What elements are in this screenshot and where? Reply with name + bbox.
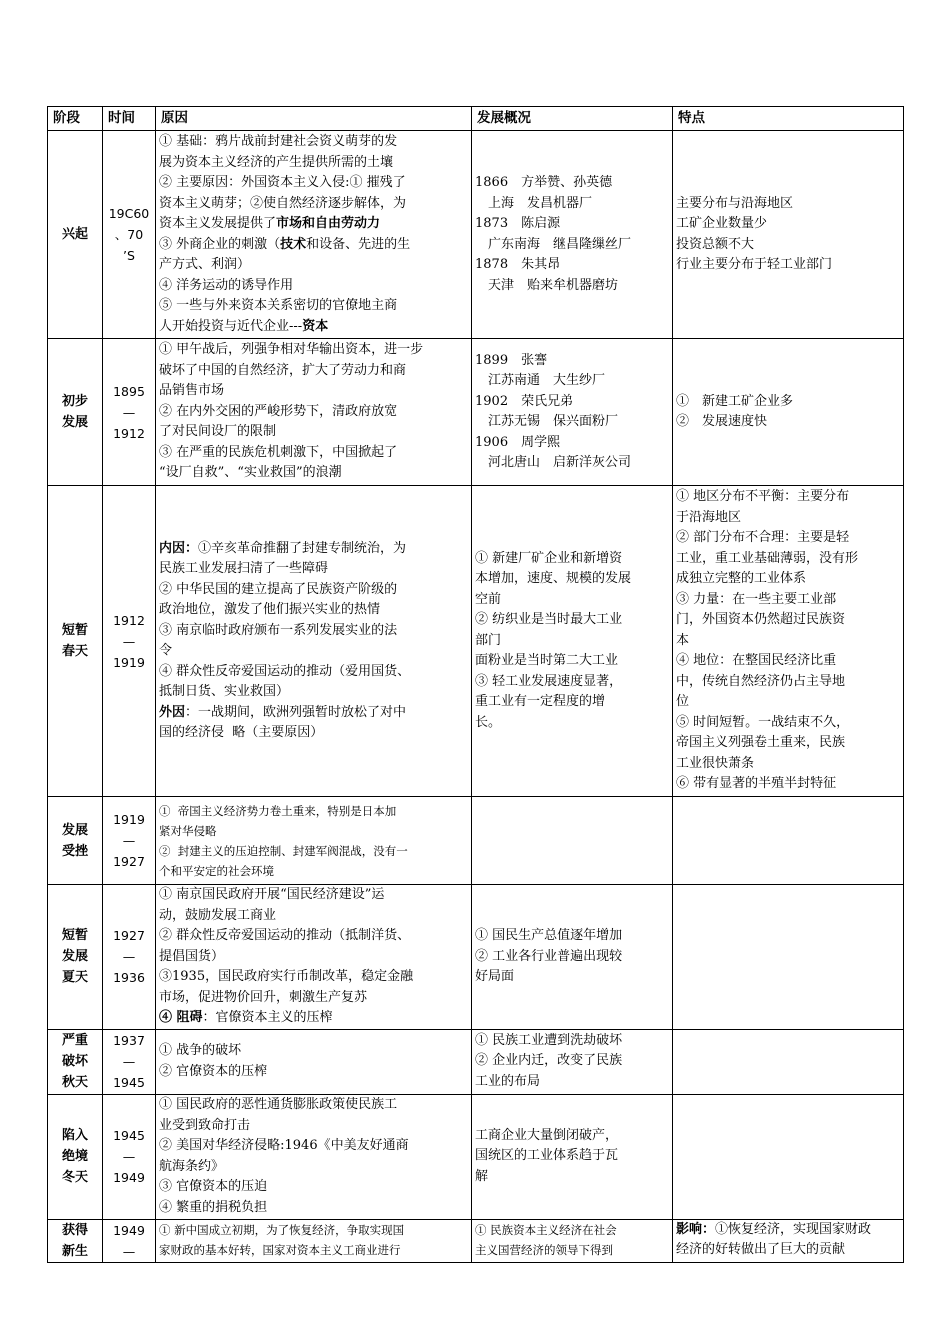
stage-cell: 发展 受挫 [48,797,103,885]
reasons-cell: 内因：①辛亥革命推翻了封建专制统治，为 民族工业发展扫清了一些障碍 ② 中华民国的建立提高了民族资产阶级的 政治地位，激发了他们振兴实业的热情 ③ 南京临时政府颁布一系列发展实业的法 令 ④ 群众性反帝爱国运动的推动（爱用国货、 抵制日货、实业救国） 外因：一战期间，欧洲列强暂时放松了对中 国的经济侵 略（主要原因） [156,486,472,797]
reasons-cell: ① 帝国主义经济势力卷土重来，特别是日本加 紧对华侵略 ② 封建主义的压迫控制、封建军阀混战，没有一 个和平安定的社会环境 [156,797,472,885]
features-cell [673,1094,904,1219]
stage-cell: 兴起 [48,131,103,339]
header-reasons: 原因 [156,107,472,131]
table-row [48,1094,904,1219]
reasons-cell: ① 甲午战后，列强争相对华输出资本，进一步 破坏了中国的自然经济，扩大了劳动力和商 品销售市场 ② 在内外交困的严峻形势下，清政府放宽 了对民间设厂的限制 ③ 在严重的民族危机刺激下，中国掀起了 “设厂自救”、“实业救国”的浪潮 [156,339,472,486]
overview-cell: ① 民族工业遭到洗劫破坏 ② 企业内迁，改变了民族 工业的布局 [472,1029,673,1094]
stage-cell: 初步 发展 [48,339,103,486]
header-time: 时间 [103,107,156,131]
table-row [48,131,904,339]
time-cell: 1949 — [103,1219,156,1262]
time-cell: 1912 — 1919 [103,486,156,797]
history-table [47,106,904,1263]
reasons-cell: ① 南京国民政府开展“国民经济建设”运 动，鼓励发展工商业 ② 群众性反帝爱国运动的推动（抵制洋货、 提倡国货） ③1935，国民政府实行币制改革，稳定金融 市场，促进物价回升，刺激生产复苏 ④ 阻碍：官僚资本主义的压榨 [156,885,472,1030]
time-cell: 1937 — 1945 [103,1029,156,1094]
features-cell: 影响：①恢复经济，实现国家财政 经济的好转做出了巨大的贡献 [673,1219,904,1262]
stage-cell: 短暂 发展 夏天 [48,885,103,1030]
table-row [48,486,904,797]
overview-cell: ① 新建厂矿企业和新增资 本增加，速度、规模的发展 空前 ② 纺织业是当时最大工业 部门 面粉业是当时第二大工业 ③ 轻工业发展速度显著， 重工业有一定程度的增 长。 [472,486,673,797]
table-header-row [48,107,904,131]
table-row [48,1029,904,1094]
features-cell [673,885,904,1030]
header-stage: 阶段 [48,107,103,131]
overview-cell: 1899 张謇 江苏南通 大生纱厂 1902 荣氏兄弟 江苏无锡 保兴面粉厂 1906 周学熙 河北唐山 启新洋灰公司 [472,339,673,486]
time-cell: 19C60 、70 ’S [103,131,156,339]
reasons-cell: ① 基础：鸦片战前封建社会资义萌芽的发 展为资本主义经济的产生提供所需的土壤 ② 主要原因：外国资本主义入侵:① 摧残了 资本主义萌芽；②使自然经济逐步解体，为 资本主义发展提供了市场和自由劳动力 ③ 外商企业的刺激（技术和设备、先进的生 产方式、利润） ④ 洋务运动的诱导作用 ⑤ 一些与外来资本关系密切的官僚地主商 人开始投资与近代企业---资本 [156,131,472,339]
overview-cell: ① 民族资本主义经济在社会 主义国营经济的领导下得到 [472,1219,673,1262]
stage-cell: 短暂 春天 [48,486,103,797]
table-row [48,339,904,486]
reasons-cell: ① 战争的破坏 ② 官僚资本的压榨 [156,1029,472,1094]
overview-cell: 1866 方举赞、孙英德 上海 发昌机器厂 1873 陈启源 广东南海 继昌隆缫丝厂 1878 朱其昂 天津 贻来牟机器磨坊 [472,131,673,339]
stage-cell: 获得 新生 [48,1219,103,1262]
features-cell [673,797,904,885]
stage-cell: 严重 破坏 秋天 [48,1029,103,1094]
header-overview: 发展概况 [472,107,673,131]
table-row [48,1219,904,1262]
features-cell [673,1029,904,1094]
table-row [48,797,904,885]
table-row [48,885,904,1030]
overview-cell: ① 国民生产总值逐年增加 ② 工业各行业普遍出现较 好局面 [472,885,673,1030]
stage-cell: 陷入 绝境 冬天 [48,1094,103,1219]
reasons-cell: ① 国民政府的恶性通货膨胀政策使民族工 业受到致命打击 ② 美国对华经济侵略:1946《中美友好通商 航海条约》 ③ 官僚资本的压迫 ④ 繁重的捐税负担 [156,1094,472,1219]
time-cell: 1945 — 1949 [103,1094,156,1219]
header-features: 特点 [673,107,904,131]
time-cell: 1927 — 1936 [103,885,156,1030]
features-cell: 主要分布与沿海地区 工矿企业数量少 投资总额不大 行业主要分布于轻工业部门 [673,131,904,339]
overview-cell: 工商企业大量倒闭破产， 国统区的工业体系趋于瓦 解 [472,1094,673,1219]
time-cell: 1895 — 1912 [103,339,156,486]
time-cell: 1919 — 1927 [103,797,156,885]
features-cell: ① 地区分布不平衡：主要分布 于沿海地区 ② 部门分布不合理：主要是轻 工业，重工业基础薄弱，没有形 成独立完整的工业体系 ③ 力量：在一些主要工业部 门，外国资本仍然超过民族资 本 ④ 地位：在整国民经济比重 中，传统自然经济仍占主导地 位 ⑤ 时间短暂。一战结束不久， 帝国主义列强卷土重来，民族 工业很快萧条 ⑥ 带有显著的半殖半封特征 [673,486,904,797]
reasons-cell: ① 新中国成立初期，为了恢复经济，争取实现国 家财政的基本好转，国家对资本主义工商业进行 [156,1219,472,1262]
overview-cell [472,797,673,885]
features-cell: ① 新建工矿企业多 ② 发展速度快 [673,339,904,486]
